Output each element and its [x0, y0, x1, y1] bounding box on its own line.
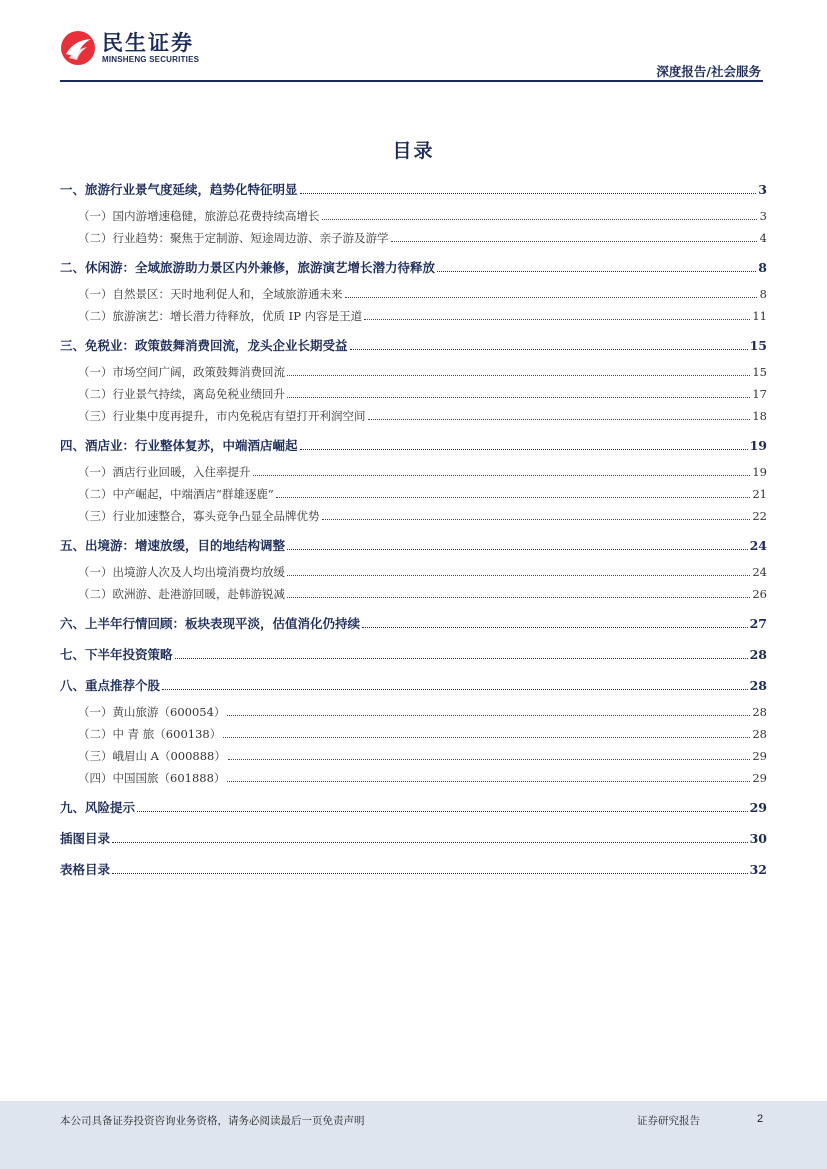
toc-entry-title: 六、上半年行情回顾：板块表现平淡，估值消化仍持续 — [60, 616, 361, 631]
toc-subsection-entry[interactable] — [60, 583, 767, 605]
toc-leader-dots — [322, 519, 751, 520]
toc-entry-title: 二、休闲游：全域旅游助力景区内外兼修，旅游演艺增长潜力待释放 — [60, 260, 436, 275]
page-header — [0, 0, 827, 90]
toc-subsection-entry[interactable] — [60, 483, 767, 505]
toc-page-number: 22 — [752, 509, 767, 523]
toc-entry-title: 一、旅游行业景气度延续，趋势化特征明显 — [60, 182, 298, 197]
toc-entry-title: （一）酒店行业回暖，入住率提升 — [78, 465, 251, 479]
toc-page-number: 29 — [752, 749, 767, 763]
toc-page-number: 18 — [752, 409, 767, 423]
toc-entry-title: 九、风险提示 — [60, 800, 136, 815]
toc-section-entry[interactable] — [60, 674, 767, 698]
toc-page-number: 3 — [758, 182, 767, 197]
toc-entry-title: 三、免税业：政策鼓舞消费回流，龙头企业长期受益 — [60, 338, 348, 353]
toc-entry-title: （二）行业趋势：聚焦于定制游、短途周边游、亲子游及游学 — [78, 231, 389, 245]
toc-section-entry[interactable] — [60, 643, 767, 667]
toc-leader-dots — [287, 575, 750, 576]
toc-leader-dots — [364, 319, 750, 320]
toc-leader-dots — [368, 419, 751, 420]
toc-page-number: 29 — [752, 771, 767, 785]
toc-entry-title: （一）国内游增速稳健，旅游总花费持续高增长 — [78, 209, 320, 223]
toc-subsection-entry[interactable] — [60, 701, 767, 723]
toc-page-number: 19 — [752, 465, 767, 479]
table-of-contents — [60, 178, 767, 882]
company-logo — [60, 30, 199, 66]
toc-leader-dots — [300, 193, 757, 194]
toc-entry-title: （一）黄山旅游（600054） — [78, 705, 226, 719]
minsheng-logo-icon — [60, 30, 96, 66]
toc-page-number: 24 — [752, 565, 767, 579]
toc-subsection-entry[interactable] — [60, 227, 767, 249]
toc-leader-dots — [228, 759, 751, 760]
toc-entry-title: 四、酒店业：行业整体复苏，中端酒店崛起 — [60, 438, 298, 453]
toc-page-number: 19 — [749, 438, 767, 453]
toc-entry-title: （一）自然景区：天时地利促人和，全域旅游通未来 — [78, 287, 343, 301]
toc-section-entry[interactable] — [60, 858, 767, 882]
toc-page-number: 3 — [759, 209, 767, 223]
toc-section-entry[interactable] — [60, 796, 767, 820]
toc-page-number: 26 — [752, 587, 767, 601]
report-category: 深度报告/社会服务 — [656, 64, 761, 79]
toc-entry-title: （四）中国国旅（601888） — [78, 771, 226, 785]
toc-entry-title: 表格目录 — [60, 862, 111, 877]
brand-name-cn: 民生证券 — [102, 31, 194, 55]
toc-leader-dots — [112, 842, 748, 843]
toc-page-number: 28 — [749, 647, 767, 662]
toc-subsection-entry[interactable] — [60, 723, 767, 745]
toc-entry-title: 五、出境游：增速放缓，目的地结构调整 — [60, 538, 286, 553]
toc-entry-title: （二）中产崛起，中端酒店“群雄逐鹿” — [78, 487, 274, 501]
toc-leader-dots — [345, 297, 758, 298]
toc-subsection-entry[interactable] — [60, 745, 767, 767]
toc-page-number: 15 — [749, 338, 767, 353]
toc-entry-title: 插图目录 — [60, 831, 111, 846]
toc-leader-dots — [287, 375, 750, 376]
toc-page-number: 27 — [749, 616, 767, 631]
toc-leader-dots — [253, 475, 751, 476]
toc-section-entry[interactable] — [60, 827, 767, 851]
toc-entry-title: （三）行业集中度再提升，市内免税店有望打开利润空间 — [78, 409, 366, 423]
toc-entry-title: （三）峨眉山 A（000888） — [78, 749, 226, 763]
toc-page-number: 30 — [749, 831, 767, 846]
toc-page-number: 32 — [749, 862, 767, 877]
toc-page-number: 17 — [752, 387, 767, 401]
toc-section-entry[interactable] — [60, 256, 767, 280]
toc-leader-dots — [162, 689, 748, 690]
toc-subsection-entry[interactable] — [60, 461, 767, 483]
toc-page-number: 29 — [749, 800, 767, 815]
toc-subsection-entry[interactable] — [60, 767, 767, 789]
toc-leader-dots — [322, 219, 758, 220]
toc-leader-dots — [276, 497, 751, 498]
toc-entry-title: （二）中 青 旅（600138） — [78, 727, 222, 741]
toc-leader-dots — [112, 873, 748, 874]
toc-leader-dots — [350, 349, 748, 350]
toc-subsection-entry[interactable] — [60, 205, 767, 227]
toc-leader-dots — [362, 627, 748, 628]
toc-leader-dots — [227, 781, 750, 782]
header-divider — [60, 80, 763, 82]
toc-entry-title: （三）行业加速整合，寡头竞争凸显全品牌优势 — [78, 509, 320, 523]
toc-subsection-entry[interactable] — [60, 305, 767, 327]
toc-section-entry[interactable] — [60, 434, 767, 458]
toc-page-number: 8 — [758, 260, 767, 275]
toc-subsection-entry[interactable] — [60, 405, 767, 427]
toc-subsection-entry[interactable] — [60, 361, 767, 383]
toc-title: 目录 — [392, 140, 435, 162]
toc-leader-dots — [175, 658, 748, 659]
toc-page-number: 15 — [752, 365, 767, 379]
footer-report-label: 证券研究报告 — [637, 1115, 700, 1127]
toc-section-entry[interactable] — [60, 612, 767, 636]
toc-page-number: 28 — [752, 727, 767, 741]
toc-entry-title: （二）欧洲游、赴港游回暖，赴韩游锐减 — [78, 587, 285, 601]
toc-leader-dots — [287, 549, 748, 550]
toc-leader-dots — [391, 241, 758, 242]
toc-page-number: 28 — [749, 678, 767, 693]
toc-entry-title: （一）市场空间广阔，政策鼓舞消费回流 — [78, 365, 285, 379]
toc-page-number: 21 — [752, 487, 767, 501]
toc-leader-dots — [223, 737, 750, 738]
toc-page-number: 4 — [759, 231, 767, 245]
toc-page-number: 11 — [752, 309, 767, 323]
toc-page-number: 8 — [759, 287, 767, 301]
page-footer — [0, 1101, 827, 1169]
toc-leader-dots — [227, 715, 750, 716]
toc-page-number: 24 — [749, 538, 767, 553]
toc-subsection-entry[interactable] — [60, 505, 767, 527]
toc-entry-title: 八、重点推荐个股 — [60, 678, 161, 693]
toc-entry-title: （二）旅游演艺：增长潜力待释放，优质 IP 内容是王道 — [78, 309, 363, 323]
toc-section-entry[interactable] — [60, 534, 767, 558]
toc-subsection-entry[interactable] — [60, 561, 767, 583]
toc-entry-title: 七、下半年投资策略 — [60, 647, 173, 662]
toc-section-entry[interactable] — [60, 178, 767, 202]
toc-leader-dots — [137, 811, 748, 812]
toc-subsection-entry[interactable] — [60, 383, 767, 405]
toc-leader-dots — [287, 597, 750, 598]
toc-entry-title: （二）行业景气持续，离岛免税业绩回升 — [78, 387, 285, 401]
page-number: 2 — [757, 1113, 764, 1125]
toc-section-entry[interactable] — [60, 334, 767, 358]
toc-page-number: 28 — [752, 705, 767, 719]
brand-name-en: MINSHENG SECURITIES — [102, 55, 200, 64]
toc-subsection-entry[interactable] — [60, 283, 767, 305]
toc-entry-title: （一）出境游人次及人均出境消费均放缓 — [78, 565, 285, 579]
toc-leader-dots — [300, 449, 748, 450]
toc-leader-dots — [437, 271, 756, 272]
footer-disclaimer: 本公司具备证券投资咨询业务资格，请务必阅读最后一页免责声明 — [60, 1115, 365, 1127]
toc-leader-dots — [287, 397, 750, 398]
